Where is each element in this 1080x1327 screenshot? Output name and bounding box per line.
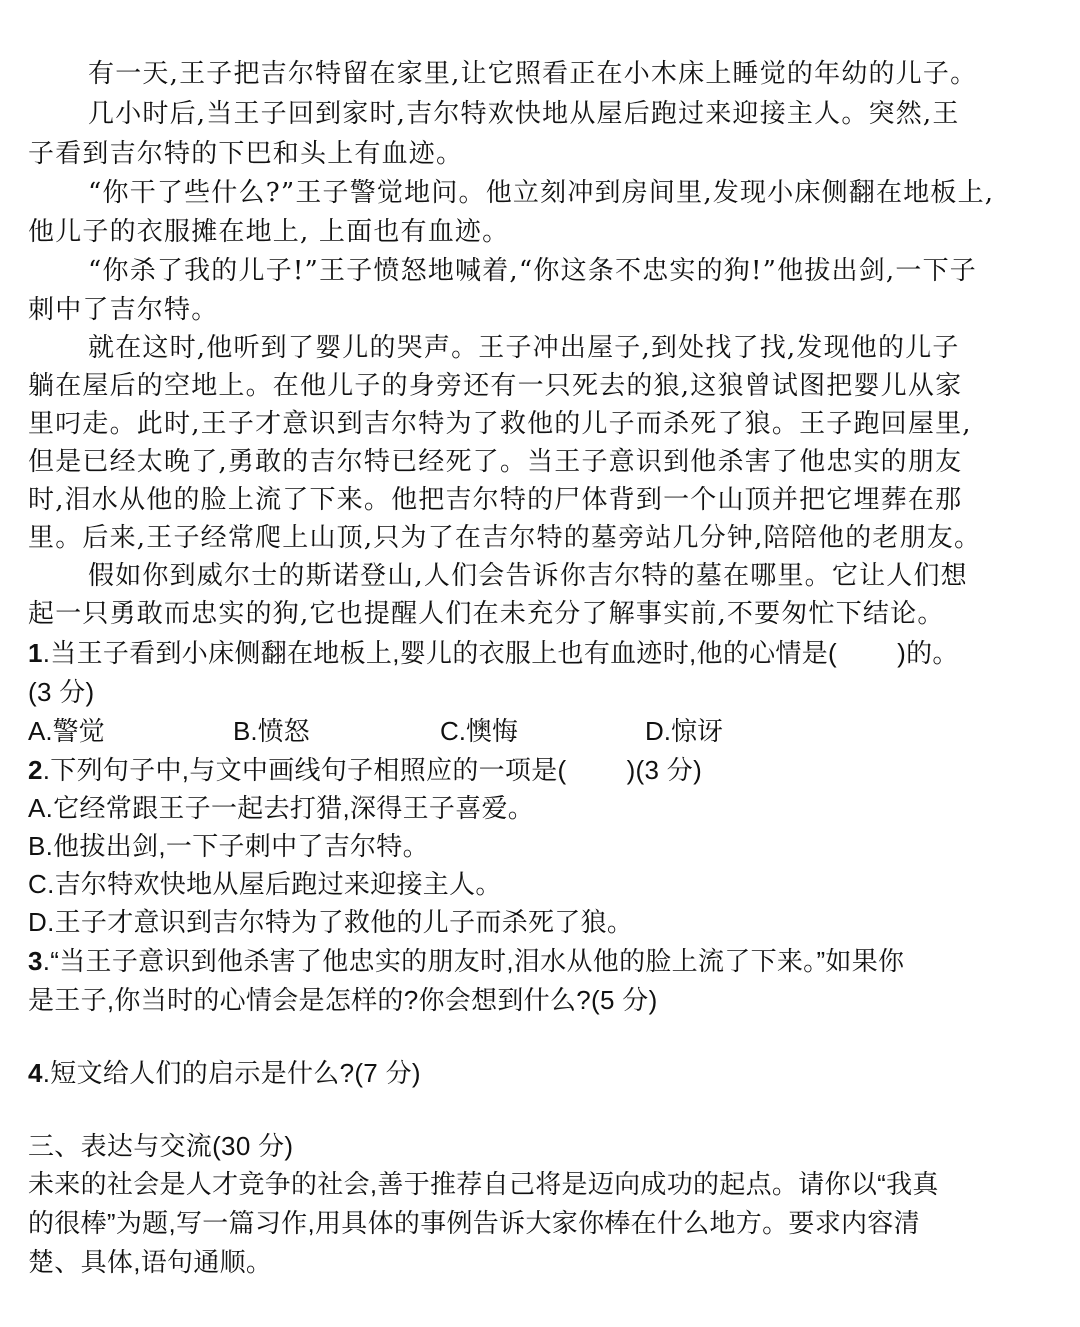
option-d: D.惊讶	[645, 716, 724, 746]
prompt-line: 楚、具体,语句通顺。	[28, 1247, 273, 1277]
passage-line: 里叼走。此时,王子才意识到吉尔特为了救他的儿子而杀死了狼。王子跑回屋里,	[28, 409, 972, 439]
question-text: .下列句子中,与文中画线句子相照应的一项是( )(3 分)	[42, 755, 703, 785]
passage-line: 起一只勇敢而忠实的狗,它也提醒人们在未充分了解事实前,不要匆忙下结论。	[28, 599, 945, 629]
passage-line: 假如你到威尔士的斯诺登山,人们会告诉你吉尔特的墓在哪里。它让人们想	[88, 561, 968, 591]
passage-line: 但是已经太晚了,勇敢的吉尔特已经死了。当王子意识到他杀害了他忠实的朋友	[28, 447, 963, 477]
passage-line: 躺在屋后的空地上。在他儿子的身旁还有一只死去的狼,这狼曾试图把婴儿从家	[28, 371, 963, 401]
question-2	[28, 751, 702, 789]
passage-line: 子看到吉尔特的下巴和头上有血迹。	[28, 139, 464, 169]
passage-line: 有一天,王子把吉尔特留在家里,让它照看正在小木床上睡觉的年幼的儿子。	[88, 59, 978, 89]
question-text: .“当王子意识到他杀害了他忠实的朋友时,泪水从他的脸上流了下来。”如果你	[42, 946, 905, 976]
option-a: A.警觉	[28, 716, 105, 746]
option-c: C.吉尔特欢快地从屋后跑过来迎接主人。	[28, 869, 502, 899]
question-3-line2: 是王子,你当时的心情会是怎样的?你会想到什么?(5 分)	[28, 985, 658, 1015]
passage-line: 刺中了吉尔特。	[28, 295, 219, 325]
question-1	[28, 634, 959, 672]
option-b: B.他拔出剑,一下子刺中了吉尔特。	[28, 831, 429, 861]
section-title: 三、表达与交流(30 分)	[28, 1131, 294, 1161]
passage-line: 几小时后,当王子回到家时,吉尔特欢快地从屋后跑过来迎接主人。突然,王	[88, 99, 960, 129]
question-4	[28, 1054, 421, 1092]
option-d: D.王子才意识到吉尔特为了救他的儿子而杀死了狼。	[28, 907, 634, 937]
question-number: 2	[28, 755, 43, 785]
passage-line: 里。后来,王子经常爬上山顶,只为了在吉尔特的墓旁站几分钟,陪陪他的老朋友。	[28, 523, 982, 553]
question-number: 3	[28, 946, 43, 976]
passage-line: 就在这时,他听到了婴儿的哭声。王子冲出屋子,到处找了找,发现他的儿子	[88, 333, 960, 363]
passage-line: 时,泪水从他的脸上流了下来。他把吉尔特的尸体背到一个山顶并把它埋葬在那	[28, 485, 963, 515]
prompt-line: 未来的社会是人才竞争的社会,善于推荐自己将是迈向成功的起点。请你以“我真	[28, 1169, 939, 1199]
question-1-score: (3 分)	[28, 677, 95, 707]
question-3	[28, 942, 904, 980]
question-number: 1	[28, 638, 43, 668]
option-a: A.它经常跟王子一起去打猎,深得王子喜爱。	[28, 793, 535, 823]
passage-line: “你杀了我的儿子!”王子愤怒地喊着,“你这条不忠实的狗!”他拔出剑,一下子	[88, 256, 977, 286]
question-text: .当王子看到小床侧翻在地板上,婴儿的衣服上也有血迹时,他的心情是( )的。	[42, 638, 959, 668]
option-c: C.懊悔	[440, 716, 519, 746]
passage-line: 他儿子的衣服摊在地上, 上面也有血迹。	[28, 217, 510, 247]
question-text: .短文给人们的启示是什么?(7 分)	[42, 1058, 421, 1088]
passage-line: “你干了些什么?”王子警觉地问。他立刻冲到房间里,发现小床侧翻在地板上,	[88, 178, 995, 208]
prompt-line: 的很棒”为题,写一篇习作,用具体的事例告诉大家你棒在什么地方。要求内容清	[28, 1208, 920, 1238]
question-number: 4	[28, 1058, 43, 1088]
option-b: B.愤怒	[233, 716, 310, 746]
